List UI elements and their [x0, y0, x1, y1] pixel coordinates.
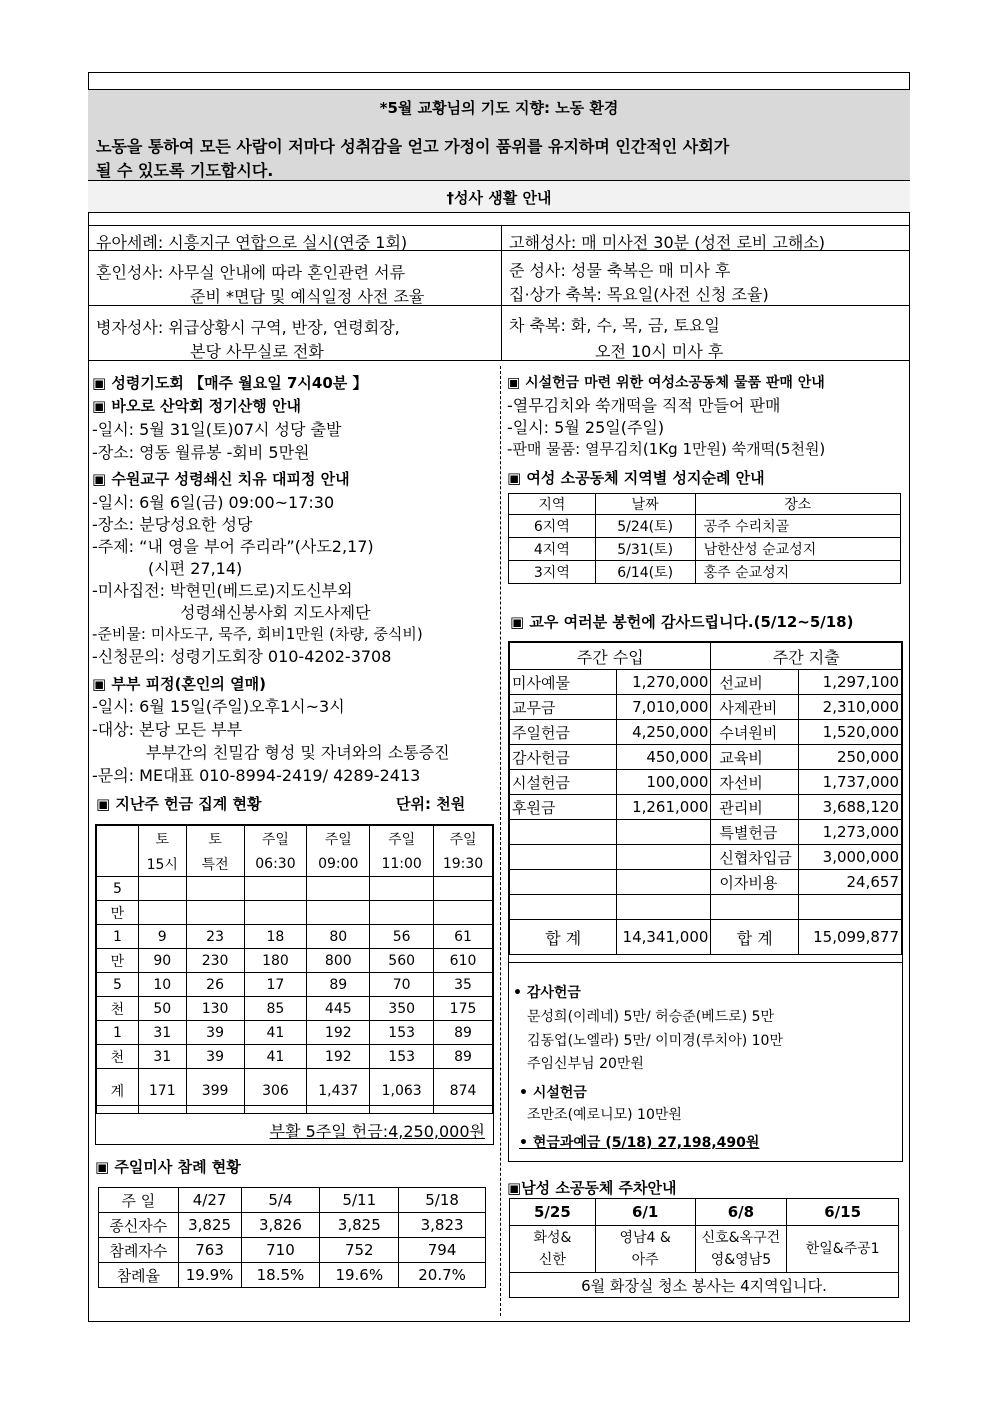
parking-date-cell: 6/1	[595, 1199, 695, 1226]
finance-row	[510, 670, 902, 695]
finance-cell: 1,273,000	[799, 820, 902, 845]
couple-retreat-target-1: -대상: 본당 모든 부부	[92, 720, 243, 739]
sacraments-divider-vertical	[501, 225, 502, 361]
pilgrimage-cell: 5/24(토)	[595, 515, 695, 538]
finance-row	[510, 695, 902, 720]
paul-hiking-date: -일시: 5월 31일(토)07시 성당 출발	[92, 420, 342, 439]
offering-header-time: 19:30	[434, 851, 493, 877]
parking-date-row	[510, 1199, 899, 1226]
offering-row-label: 만	[97, 901, 139, 925]
offering-row-label: 만	[97, 949, 139, 973]
finance-cell: 주일헌금	[510, 720, 617, 745]
couple-retreat-contact: -문의: ME대표 010-8994-2419/ 4289-2413	[92, 766, 421, 785]
attendance-row	[99, 1238, 486, 1263]
finance-cell: 4,250,000	[617, 720, 711, 745]
offering-header-time: 11:00	[370, 851, 434, 877]
sacraments-title: †성사 생활 안내	[446, 189, 552, 207]
attendance-header-cell: 5/18	[399, 1188, 486, 1213]
finance-cell: 1,737,000	[799, 770, 902, 795]
parking-table	[509, 1198, 899, 1298]
offering-table-box	[95, 824, 494, 1145]
parking-date-cell: 5/25	[510, 1199, 596, 1226]
finance-header-row	[510, 643, 902, 670]
pilgrimage-header-cell: 날짜	[595, 494, 695, 515]
finance-cell: 1,261,000	[617, 795, 711, 820]
pilgrimage-cell: 4지역	[509, 538, 596, 561]
parking-team-line-2: 신한	[538, 1252, 566, 1268]
parking-team-line-1: 한일&주공1	[805, 1241, 880, 1257]
blessing-line-1: 준 성사: 성물 축복은 매 미사 후	[509, 261, 731, 280]
finance-cell: 교무금	[510, 695, 617, 720]
prayer-title: *5월 교황님의 기도 지향: 노동 환경	[379, 99, 619, 117]
expense-total-label: 합 계	[711, 920, 799, 955]
offering-cell	[370, 877, 434, 901]
offering-cell: 90	[138, 949, 186, 973]
attendance-header-cell: 5/11	[320, 1188, 399, 1213]
pilgrimage-cell: 홍주 순교성지	[695, 561, 900, 584]
car-blessing-line-2: 오전 10시 미사 후	[595, 342, 724, 361]
prayer-intention-box	[88, 89, 910, 181]
offering-total-cell: 399	[186, 1069, 244, 1114]
offering-unit: 단위: 천원	[396, 795, 466, 813]
offering-cell: 9	[138, 925, 186, 949]
offering-row	[97, 877, 493, 901]
offering-row-label: 5	[97, 973, 139, 997]
attendance-cell: 794	[399, 1238, 486, 1263]
finance-cell	[711, 895, 799, 920]
suwon-retreat-place: -장소: 분당성요한 성당	[92, 515, 253, 534]
finance-row	[510, 770, 902, 795]
attendance-cell: 19.9%	[178, 1263, 241, 1288]
offering-total-cell: 874	[434, 1069, 493, 1114]
offering-cell	[307, 877, 370, 901]
offering-cell: 41	[244, 1021, 307, 1045]
offering-cell: 31	[138, 1021, 186, 1045]
attendance-row-label: 참례율	[99, 1263, 179, 1288]
offering-header-time: 특전	[186, 851, 244, 877]
offering-header-day: 주일	[307, 826, 370, 852]
pilgrimage-title: ▣ 여성 소공동체 지역별 성지순례 안내	[507, 469, 765, 487]
finance-cell: 이자비용	[711, 870, 799, 895]
finance-cell	[510, 845, 617, 870]
offering-row	[97, 1021, 493, 1045]
finance-cell: 미사예물	[510, 670, 617, 695]
offering-cell: 85	[244, 997, 307, 1021]
income-header: 주간 수입	[510, 643, 711, 670]
couple-retreat-date: -일시: 6월 15일(주일)오후1시~3시	[92, 697, 345, 716]
parking-team-line-1: 신호&옥구건	[701, 1230, 781, 1246]
offering-cell: 153	[370, 1021, 434, 1045]
offering-cell	[138, 901, 186, 925]
finance-cell: 24,657	[799, 870, 902, 895]
offering-cell	[244, 901, 307, 925]
finance-row	[510, 895, 902, 920]
marriage-line-1: 혼인성사: 사무실 안내에 따라 혼인관련 서류	[96, 263, 406, 282]
easter-total: 부활 5주일 헌금:4,250,000원	[269, 1122, 485, 1141]
finance-cell: 후원금	[510, 795, 617, 820]
finance-cell: 감사헌금	[510, 745, 617, 770]
finance-box	[508, 641, 903, 1162]
offering-row	[97, 1045, 493, 1069]
offering-cell	[186, 877, 244, 901]
offering-total-cell: 1,063	[370, 1069, 434, 1114]
offering-header-row-1	[97, 826, 493, 852]
attendance-cell: 3,826	[241, 1213, 320, 1238]
offering-row-label: 천	[97, 997, 139, 1021]
parking-team-row	[510, 1226, 899, 1273]
pilgrimage-cell: 남한산성 순교성지	[695, 538, 900, 561]
offering-cell	[138, 877, 186, 901]
offering-total-row	[97, 1069, 493, 1114]
finance-cell: 2,310,000	[799, 695, 902, 720]
offering-header-time: 15시	[138, 851, 186, 877]
offering-cell: 39	[186, 1045, 244, 1069]
offering-table	[96, 825, 493, 1114]
offering-total-label: 계	[97, 1069, 139, 1114]
gratitude-line-3: 주임신부님 20만원	[527, 1056, 644, 1072]
attendance-header-cell: 주 일	[99, 1188, 179, 1213]
finance-cell: 450,000	[617, 745, 711, 770]
offering-total-cell: 1,437	[307, 1069, 370, 1114]
attendance-row	[99, 1263, 486, 1288]
finance-row	[510, 745, 902, 770]
car-blessing-line-1: 차 축복: 화, 수, 목, 금, 토요일	[509, 316, 720, 335]
parking-title: ▣남성 소공동체 주차안내	[507, 1179, 677, 1197]
offering-cell: 56	[370, 925, 434, 949]
offering-cell	[370, 901, 434, 925]
attendance-cell: 763	[178, 1238, 241, 1263]
paul-hiking-title: ▣ 바오로 산악회 정기산행 안내	[92, 397, 301, 415]
attendance-row	[99, 1213, 486, 1238]
pilgrimage-cell: 5/31(토)	[595, 538, 695, 561]
offering-cell: 17	[244, 973, 307, 997]
offering-cell: 230	[186, 949, 244, 973]
facility-gift-line-1: 조만조(예로니모) 10만원	[527, 1107, 682, 1123]
offering-header-time: 06:30	[244, 851, 307, 877]
facility-sale-line-1: -열무김치와 쑥개떡을 직적 만들어 판매	[507, 396, 781, 415]
finance-cell: 250,000	[799, 745, 902, 770]
offering-cell	[186, 901, 244, 925]
offering-cell: 10	[138, 973, 186, 997]
easter-total-underline-box	[96, 1105, 493, 1106]
pilgrimage-cell: 3지역	[509, 561, 596, 584]
couple-retreat-title: ▣ 부부 피정(혼인의 열매)	[92, 675, 266, 693]
offering-row-label: 1	[97, 925, 139, 949]
facility-gift-heading: • 시설헌금	[519, 1085, 587, 1101]
finance-cell: 선교비	[711, 670, 799, 695]
confession: 고해성사: 매 미사전 30분 (성전 로비 고해소)	[509, 233, 826, 252]
offering-cell: 800	[307, 949, 370, 973]
finance-row	[510, 795, 902, 820]
offering-cell: 130	[186, 997, 244, 1021]
finance-cell	[510, 820, 617, 845]
suwon-retreat-title: ▣ 수원교구 성령쇄신 치유 대피정 안내	[92, 470, 350, 488]
attendance-table	[98, 1187, 486, 1288]
offering-row	[97, 949, 493, 973]
offering-row	[97, 925, 493, 949]
offering-cell: 39	[186, 1021, 244, 1045]
offering-cell: 41	[244, 1045, 307, 1069]
finance-cell: 관리비	[711, 795, 799, 820]
parking-team-cell	[510, 1226, 596, 1273]
finance-row	[510, 720, 902, 745]
finance-row	[510, 870, 902, 895]
offering-cell	[244, 877, 307, 901]
finance-cell: 수녀원비	[711, 720, 799, 745]
finance-cell: 특별헌금	[711, 820, 799, 845]
offering-header-day: 토	[138, 826, 186, 852]
offering-total-cell: 171	[138, 1069, 186, 1114]
offering-row	[97, 997, 493, 1021]
offering-cell: 31	[138, 1045, 186, 1069]
income-total-label: 합 계	[510, 920, 617, 955]
suwon-retreat-date: -일시: 6월 6일(금) 09:00~17:30	[92, 493, 335, 512]
attendance-cell: 18.5%	[241, 1263, 320, 1288]
offering-cell	[434, 877, 493, 901]
sacraments-grid	[88, 213, 910, 361]
attendance-cell: 3,823	[399, 1213, 486, 1238]
finance-cell: 1,520,000	[799, 720, 902, 745]
finance-row	[510, 820, 902, 845]
finance-cell: 1,297,100	[799, 670, 902, 695]
offering-summary-title: ▣ 지난주 헌금 집계 현황	[96, 795, 262, 813]
parking-team-line-1: 화성&	[533, 1230, 572, 1246]
finance-cell: 7,010,000	[617, 695, 711, 720]
finance-cell	[617, 820, 711, 845]
offering-row	[97, 901, 493, 925]
prayer-text-line-2: 될 수 있도록 기도합시다.	[96, 161, 274, 180]
attendance-cell: 3,825	[178, 1213, 241, 1238]
pilgrimage-header-cell: 지역	[509, 494, 596, 515]
paul-hiking-place: -장소: 영동 월류봉 -회비 5만원	[92, 443, 310, 462]
parking-team-cell	[695, 1226, 787, 1273]
prayer-text-line-1: 노동을 통하여 모든 사람이 저마다 성취감을 얻고 가정이 품위를 유지하며 인간적인 사회가	[96, 137, 730, 156]
parking-date-cell: 6/8	[695, 1199, 787, 1226]
parking-team-cell	[787, 1226, 899, 1273]
cash-balance: • 현금과예금 (5/18) 27,198,490원	[519, 1135, 760, 1151]
suwon-retreat-items: -준비물: 미사도구, 묵주, 회비1만원 (차량, 중식비)	[92, 625, 423, 643]
offering-cell: 70	[370, 973, 434, 997]
offering-cell: 89	[307, 973, 370, 997]
finance-cell	[617, 895, 711, 920]
pilgrimage-row	[509, 561, 901, 584]
attendance-cell: 752	[320, 1238, 399, 1263]
sick-line-1: 병자성사: 위급상황시 구역, 반장, 연령회장,	[96, 318, 400, 337]
sick-line-2: 본당 사무실로 전화	[190, 342, 324, 361]
gratitude-heading: • 감사헌금	[513, 985, 581, 1001]
offering-cell: 89	[434, 1045, 493, 1069]
attendance-cell: 20.7%	[399, 1263, 486, 1288]
parking-team-line-1: 영남4 &	[619, 1230, 671, 1246]
offering-header-day: 토	[186, 826, 244, 852]
parking-team-line-2: 아주	[631, 1252, 659, 1268]
finance-cell	[617, 845, 711, 870]
attendance-cell: 19.6%	[320, 1263, 399, 1288]
attendance-row-label: 종신자수	[99, 1213, 179, 1238]
attendance-cell: 710	[241, 1238, 320, 1263]
finance-cell: 3,000,000	[799, 845, 902, 870]
pilgrimage-row	[509, 515, 901, 538]
offering-cell: 89	[434, 1021, 493, 1045]
pilgrimage-header-cell: 장소	[695, 494, 900, 515]
pilgrimage-cell: 6/14(토)	[595, 561, 695, 584]
gratitude-line-1: 문성희(이레네) 5만/ 허승준(베드로) 5만	[527, 1009, 775, 1025]
attendance-header-cell: 4/27	[178, 1188, 241, 1213]
expense-total-value: 15,099,877	[799, 920, 902, 955]
infant-baptism: 유아세례: 시흥지구 연합으로 실시(연중 1회)	[96, 233, 408, 252]
finance-table	[509, 642, 902, 955]
parking-team-cell	[595, 1226, 695, 1273]
facility-sale-line-3: -판매 물품: 열무김치(1Kg 1만원) 쑥개떡(5천원)	[507, 440, 826, 458]
finance-cell: 자선비	[711, 770, 799, 795]
offering-header-time: 09:00	[307, 851, 370, 877]
offering-cell: 153	[370, 1045, 434, 1069]
expense-header: 주간 지출	[711, 643, 902, 670]
finance-cell	[617, 870, 711, 895]
offering-row-label: 1	[97, 1021, 139, 1045]
sacraments-header	[88, 181, 910, 213]
pilgrimage-table	[508, 493, 901, 584]
pilgrimage-cell: 6지역	[509, 515, 596, 538]
attendance-header-row	[99, 1188, 486, 1213]
offering-row	[97, 973, 493, 997]
pilgrimage-row	[509, 538, 901, 561]
offering-cell: 192	[307, 1021, 370, 1045]
offering-cell: 23	[186, 925, 244, 949]
offering-total-cell: 306	[244, 1069, 307, 1114]
offering-cell: 18	[244, 925, 307, 949]
finance-cell: 1,270,000	[617, 670, 711, 695]
finance-separator	[509, 962, 902, 963]
marriage-line-2: 준비 *면담 및 예식일정 사전 조율	[190, 287, 425, 306]
gratitude-line-2: 김동업(노엘라) 5만/ 이미경(루치아) 10만	[527, 1033, 783, 1049]
sacraments-divider-1	[88, 225, 910, 226]
suwon-retreat-mass-2: 성령쇄신봉사회 지도사제단	[180, 603, 371, 622]
finance-cell: 사제관비	[711, 695, 799, 720]
attendance-row-label: 참례자수	[99, 1238, 179, 1263]
facility-sale-line-2: -일시: 5월 25일(주일)	[507, 418, 665, 437]
offering-cell: 560	[370, 949, 434, 973]
offering-header-day: 주일	[370, 826, 434, 852]
column-divider	[500, 366, 501, 1316]
offering-cell	[307, 901, 370, 925]
finance-total-row	[510, 920, 902, 955]
income-total-value: 14,341,000	[617, 920, 711, 955]
finance-cell	[799, 895, 902, 920]
offering-cell: 610	[434, 949, 493, 973]
parking-date-cell: 6/15	[787, 1199, 899, 1226]
attendance-title: ▣ 주일미사 참례 현황	[95, 1158, 241, 1176]
offering-header-day: 주일	[244, 826, 307, 852]
finance-row	[510, 845, 902, 870]
offering-cell: 350	[370, 997, 434, 1021]
blessing-line-2: 집·상가 축복: 목요일(사전 신청 조율)	[509, 285, 769, 304]
pilgrimage-cell: 공주 수리치골	[695, 515, 900, 538]
offering-cell	[434, 901, 493, 925]
offering-row-label: 5	[97, 877, 139, 901]
finance-cell: 3,688,120	[799, 795, 902, 820]
offering-corner-cell	[97, 826, 139, 877]
parking-note: 6월 화장실 청소 봉사는 4지역입니다.	[510, 1273, 899, 1298]
finance-cell: 시설헌금	[510, 770, 617, 795]
offering-cell: 192	[307, 1045, 370, 1069]
suwon-retreat-theme-1: -주제: “내 영을 부어 주리라”(사도2,17)	[92, 537, 374, 556]
finance-cell	[510, 895, 617, 920]
offering-cell: 35	[434, 973, 493, 997]
finance-cell: 100,000	[617, 770, 711, 795]
thanks-title: ▣ 교우 여러분 봉헌에 감사드립니다.(5/12~5/18)	[510, 613, 854, 631]
offering-cell: 180	[244, 949, 307, 973]
offering-row-label: 천	[97, 1045, 139, 1069]
spirit-prayer-title: ▣ 성령기도회 【매주 월요일 7시40분 】	[92, 374, 368, 392]
parking-team-line-2: 영&영남5	[710, 1252, 772, 1268]
offering-cell: 26	[186, 973, 244, 997]
offering-cell: 175	[434, 997, 493, 1021]
finance-cell	[510, 870, 617, 895]
offering-header-day: 주일	[434, 826, 493, 852]
finance-cell: 신협차입금	[711, 845, 799, 870]
parking-note-row	[510, 1273, 899, 1298]
suwon-retreat-theme-2: (시편 27,14)	[148, 559, 243, 578]
offering-cell: 50	[138, 997, 186, 1021]
couple-retreat-target-2: 부부간의 친밀감 형성 및 자녀와의 소통증진	[146, 743, 450, 762]
suwon-retreat-mass-1: -미사집전: 박현민(베드로)지도신부외	[92, 581, 353, 600]
finance-cell: 교육비	[711, 745, 799, 770]
offering-cell: 445	[307, 997, 370, 1021]
offering-cell: 61	[434, 925, 493, 949]
suwon-retreat-contact: -신청문의: 성령기도회장 010-4202-3708	[92, 647, 392, 666]
offering-header-row-2	[97, 851, 493, 877]
attendance-cell: 3,825	[320, 1213, 399, 1238]
pilgrimage-header-row	[509, 494, 901, 515]
facility-sale-title: ▣ 시설헌금 마련 위한 여성소공동체 물품 판매 안내	[507, 375, 825, 391]
offering-cell: 80	[307, 925, 370, 949]
attendance-header-cell: 5/4	[241, 1188, 320, 1213]
